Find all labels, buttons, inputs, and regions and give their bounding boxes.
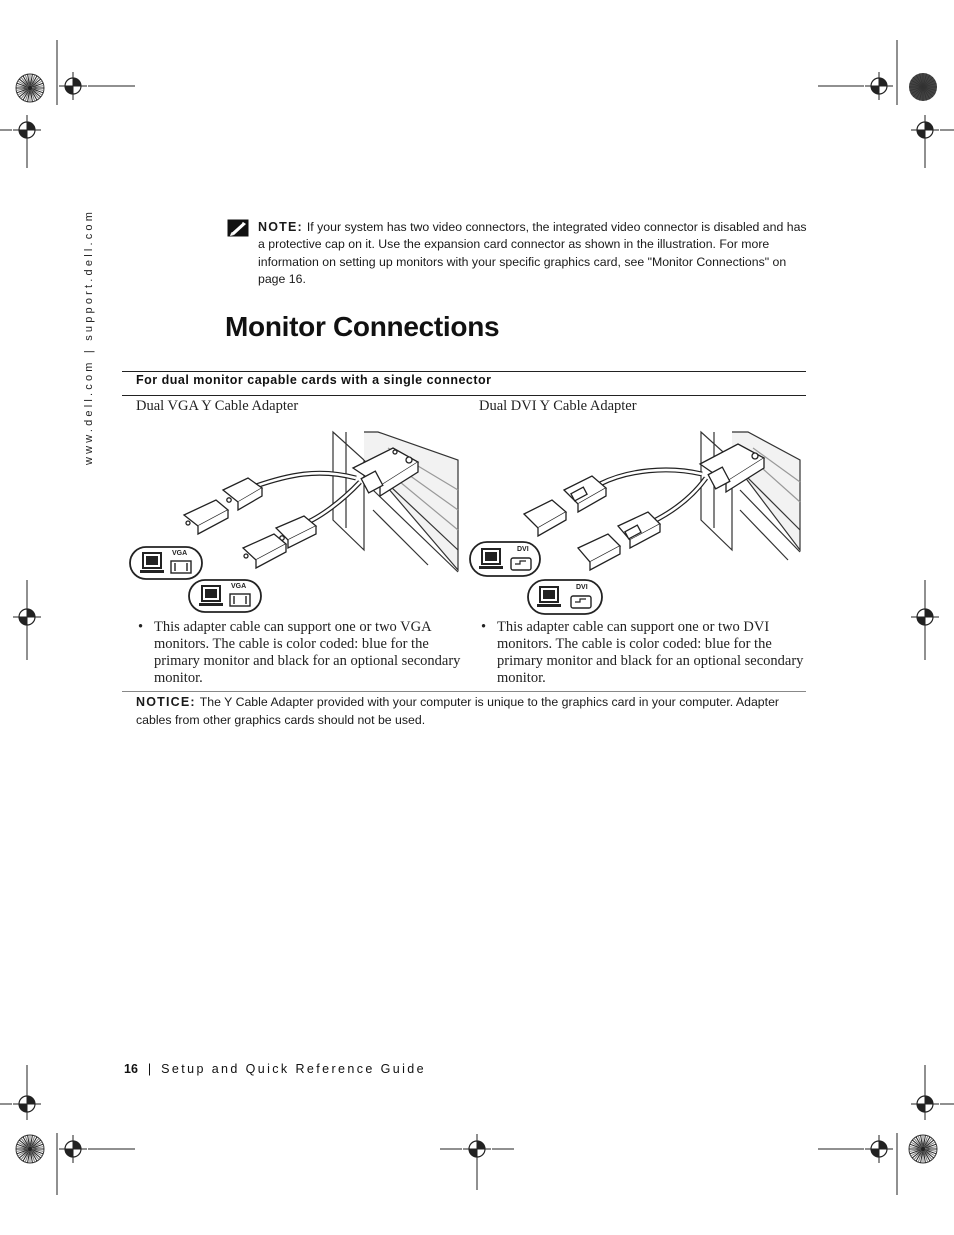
- registration-target-quadrant: [871, 86, 879, 94]
- starburst-center: [28, 86, 32, 90]
- dvi-y-cable-illustration: [468, 430, 802, 616]
- vga-badge-label-2: VGA: [231, 583, 247, 590]
- notice-rule: [122, 691, 806, 692]
- dvi-bullet-text: This adapter cable can support one or two DVI monitors. The cable is color coded: blue for the primary monitor and black for an optional secondary monitor.: [497, 619, 804, 686]
- table-top-rule: [122, 371, 806, 372]
- registration-target-quadrant: [19, 617, 27, 625]
- column-heading-vga: Dual VGA Y Cable Adapter: [136, 398, 299, 414]
- registration-target-quadrant: [469, 1149, 477, 1157]
- registration-target-quadrant: [871, 1149, 879, 1157]
- page-number: 16: [124, 1062, 138, 1076]
- page-title: Monitor Connections: [225, 311, 500, 342]
- page-footer: [124, 1062, 426, 1076]
- dvi-badge-label-1: DVI: [517, 546, 529, 553]
- column-heading-dvi: Dual DVI Y Cable Adapter: [479, 398, 637, 414]
- bullet-icon: •: [481, 619, 487, 635]
- registration-target-quadrant: [879, 1141, 887, 1149]
- registration-target-quadrant: [925, 122, 933, 130]
- registration-target-quadrant: [27, 122, 35, 130]
- registration-target-quadrant: [27, 1096, 35, 1104]
- note-text: If your system has two video connectors, the integrated video connector is disabled and has a protective cap on it. Use the expansion card connector as shown in the illustration. For more information on setting up monitors with your specific graphics card, see "Monitor Connections" on page 16.: [258, 220, 807, 287]
- note-pencil-icon: [227, 219, 249, 237]
- dvi-badge-label-2: DVI: [576, 584, 588, 591]
- registration-target-quadrant: [73, 78, 81, 86]
- registration-target-quadrant: [65, 86, 73, 94]
- registration-target-quadrant: [27, 609, 35, 617]
- registration-target-quadrant: [19, 130, 27, 138]
- table-header-rule: [122, 395, 806, 396]
- registration-target-quadrant: [879, 78, 887, 86]
- vga-y-cable-illustration: [128, 430, 460, 616]
- vga-badge-label-1: VGA: [172, 550, 188, 557]
- starburst-center: [921, 1147, 925, 1151]
- vga-bullet-item: [138, 619, 468, 687]
- registration-target-quadrant: [19, 1104, 27, 1112]
- registration-target-quadrant: [65, 1149, 73, 1157]
- registration-target-quadrant: [477, 1141, 485, 1149]
- registration-target-quadrant: [925, 609, 933, 617]
- notice-label: NOTICE:: [136, 695, 196, 709]
- footer-separator: |: [147, 1062, 152, 1076]
- registration-target-quadrant: [73, 1141, 81, 1149]
- bullet-icon: •: [138, 619, 144, 635]
- footer-title: Setup and Quick Reference Guide: [161, 1062, 426, 1076]
- note-label: NOTE:: [258, 220, 303, 234]
- vga-bullet-text: This adapter cable can support one or two VGA monitors. The cable is color coded: blue for the primary monitor and black for an optional secondary monitor.: [154, 619, 461, 686]
- note-paragraph: [258, 219, 814, 289]
- notice-text: The Y Cable Adapter provided with your computer is unique to the graphics card in your computer. Adapter cables from other graphics cards should not be used.: [136, 695, 779, 727]
- registration-target-quadrant: [917, 1104, 925, 1112]
- dvi-bullet-item: [481, 619, 811, 687]
- side-url-text: www.dell.com | support.dell.com: [83, 208, 95, 465]
- registration-target-quadrant: [917, 130, 925, 138]
- table-header: For dual monitor capable cards with a single connector: [136, 373, 492, 387]
- registration-target-quadrant: [925, 1096, 933, 1104]
- notice-paragraph: [136, 694, 804, 729]
- starburst-center: [28, 1147, 32, 1151]
- registration-target-quadrant: [917, 617, 925, 625]
